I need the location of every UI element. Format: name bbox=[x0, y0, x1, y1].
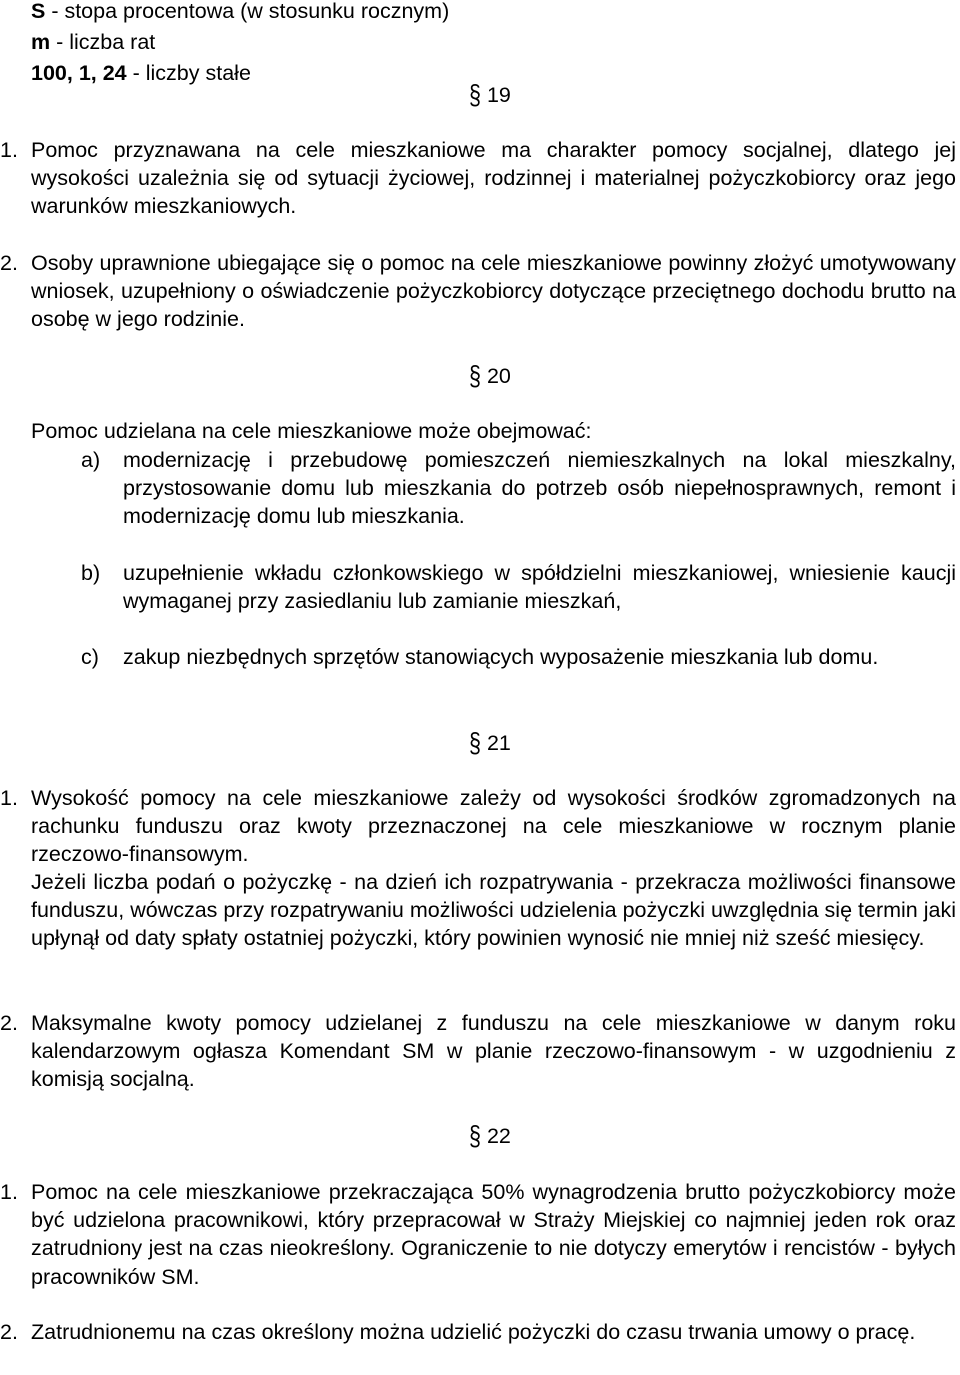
section-heading-19 bbox=[469, 81, 529, 109]
item-text: modernizację i przebudowę pomieszczeń niemieszkalnych na lokal mieszkalny, przystosowanie domu lub mieszkania do potrzeb osób niepełnosprawnych, remont i modernizację domu lub mieszkania. bbox=[123, 448, 956, 529]
paragraph-text: Wysokość pomocy na cele mieszkaniowe zależy od wysokości środków zgromadzonych na rachunku funduszu oraz kwoty przeznaczonej na cele mieszkaniowe w rocznym planie rzeczowo-finansowym. bbox=[31, 786, 956, 867]
section-symbol: § bbox=[469, 1120, 481, 1152]
s21-paragraph-1-continued bbox=[31, 868, 956, 953]
definition-constants bbox=[31, 58, 449, 89]
definition-term: 100, 1, 24 bbox=[31, 61, 127, 85]
item-text: zakup niezbędnych sprzętów stanowiących wyposażenie mieszkania lub domu. bbox=[123, 645, 879, 669]
definition-text: - liczby stałe bbox=[126, 61, 251, 85]
section-heading-22 bbox=[469, 1122, 529, 1150]
definition-term: m bbox=[31, 30, 51, 54]
item-label: a) bbox=[81, 448, 101, 472]
s22-paragraph-1 bbox=[0, 1178, 956, 1291]
section-symbol: § bbox=[469, 79, 481, 111]
definition-term: S bbox=[31, 0, 46, 23]
s21-paragraph-2 bbox=[0, 1009, 956, 1094]
paragraph-text: Pomoc przyznawana na cele mieszkaniowe ma charakter pomocy socjalnej, dlatego jej wysokości uzależnia się od sytuacji życiowej, rodzinnej i materialnej pożyczkobiorcy oraz jego warunków mieszkaniowych. bbox=[31, 138, 956, 219]
s22-paragraph-2 bbox=[0, 1318, 956, 1346]
section-number: 19 bbox=[486, 83, 511, 107]
item-text: uzupełnienie wkładu członkowskiego w spółdzielni mieszkaniowej, wniesienie kaucji wymaganej przy zasiedlaniu lub zamianie mieszkań, bbox=[123, 561, 956, 614]
section-number: 20 bbox=[486, 364, 511, 388]
paragraph-number: 2. bbox=[0, 1320, 18, 1344]
s19-paragraph-2 bbox=[0, 249, 956, 334]
paragraph-text: Maksymalne kwoty pomocy udzielanej z funduszu na cele mieszkaniowe w danym roku kalendarzowym ogłasza Komendant SM w planie rzeczowo-finansowym - w uzgodnieniu z komisją socjalną. bbox=[31, 1011, 956, 1092]
section-symbol: § bbox=[469, 360, 481, 392]
item-label: b) bbox=[81, 561, 101, 585]
paragraph-number: 1. bbox=[0, 1180, 18, 1204]
formula-definitions bbox=[31, 0, 449, 89]
section-heading-21 bbox=[469, 729, 529, 757]
paragraph-text: Zatrudnionemu na czas określony można udzielić pożyczki do czasu trwania umowy o pracę. bbox=[31, 1320, 916, 1344]
definition-text: - liczba rat bbox=[50, 30, 156, 54]
paragraph-text: Jeżeli liczba podań o pożyczkę - na dzień ich rozpatrywania - przekracza możliwości finansowe funduszu, wówczas przy rozpatrywaniu możliwości udzielenia pożyczki uwzględnia się termin jaki upłynął od daty spłaty ostatniej pożyczki, który powinien wynosić nie mniej niż sześć miesięcy. bbox=[31, 870, 956, 951]
paragraph-number: 1. bbox=[0, 138, 18, 162]
definition-text: - stopa procentowa (w stosunku rocznym) bbox=[45, 0, 450, 23]
paragraph-number: 2. bbox=[0, 1011, 18, 1035]
s19-paragraph-1 bbox=[0, 136, 956, 221]
s20-item-a bbox=[81, 446, 956, 531]
section-heading-20 bbox=[469, 362, 529, 390]
definition-s bbox=[31, 0, 449, 27]
s21-paragraph-1 bbox=[0, 784, 956, 869]
section-number: 21 bbox=[486, 731, 511, 755]
s20-item-c bbox=[81, 643, 956, 671]
s20-item-b bbox=[81, 559, 956, 615]
section-symbol: § bbox=[469, 727, 481, 759]
paragraph-number: 1. bbox=[0, 786, 18, 810]
paragraph-text: Pomoc na cele mieszkaniowe przekraczająca 50% wynagrodzenia brutto pożyczkobiorcy może być udzielona pracownikowi, który przepracował w Straży Miejskiej co najmniej jeden rok oraz zatrudniony jest na czas nieokreślony. Ograniczenie to nie dotyczy emerytów i rencistów - byłych pracowników SM. bbox=[31, 1180, 956, 1289]
item-label: c) bbox=[81, 645, 99, 669]
s20-intro: Pomoc udzielana na cele mieszkaniowe może obejmować: bbox=[31, 419, 592, 443]
section-number: 22 bbox=[486, 1124, 511, 1148]
paragraph-text: Osoby uprawnione ubiegające się o pomoc na cele mieszkaniowe powinny złożyć umotywowany wniosek, uzupełniony o oświadczenie pożyczkobiorcy dotyczące przeciętnego dochodu brutto na osobę w jego rodzinie. bbox=[31, 251, 956, 332]
paragraph-number: 2. bbox=[0, 251, 18, 275]
definition-m bbox=[31, 27, 449, 58]
